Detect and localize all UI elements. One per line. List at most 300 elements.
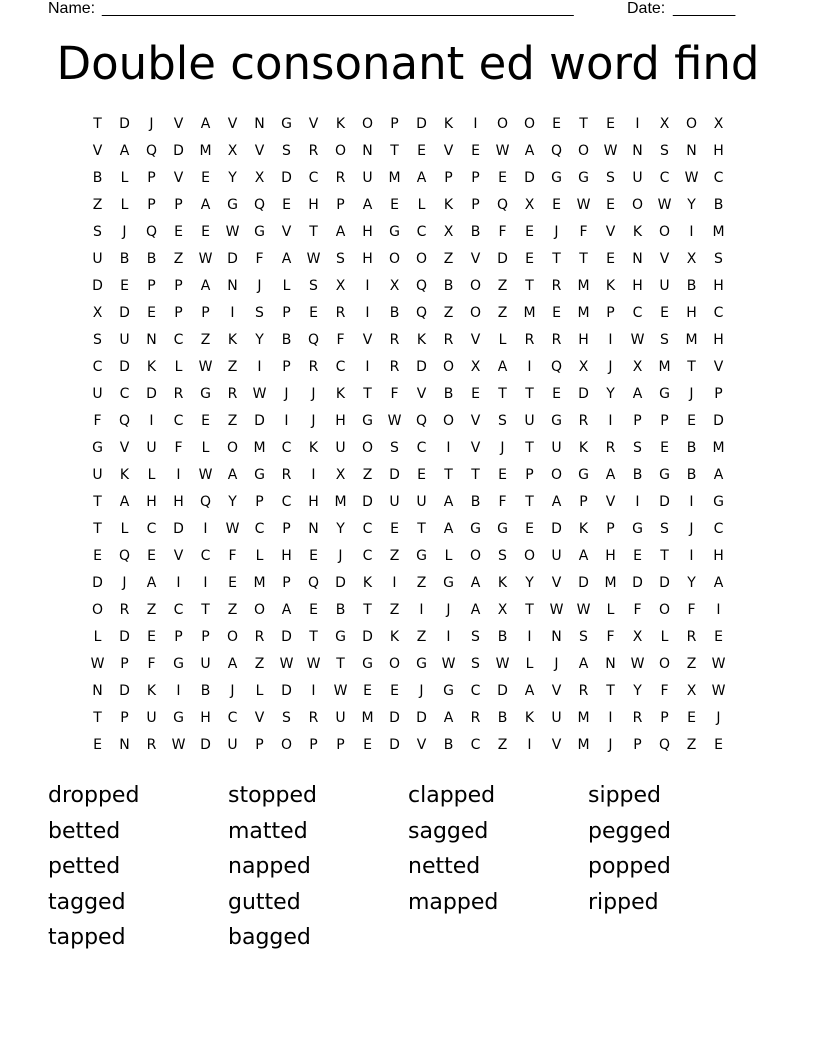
grid-letter[interactable]: O (685, 116, 698, 132)
grid-letter[interactable]: R (605, 440, 616, 456)
grid-letter[interactable]: T (93, 116, 102, 132)
grid-letter[interactable]: D (713, 413, 724, 429)
grid-letter[interactable]: C (146, 521, 157, 537)
grid-letter[interactable]: R (227, 386, 238, 402)
grid-letter[interactable]: A (146, 575, 157, 591)
grid-letter[interactable]: D (497, 683, 508, 699)
grid-letter[interactable]: Q (550, 359, 563, 375)
grid-letter[interactable]: D (146, 386, 157, 402)
grid-letter[interactable]: L (255, 548, 264, 564)
grid-letter[interactable]: T (579, 116, 588, 132)
grid-letter[interactable]: D (200, 737, 211, 753)
grid-letter[interactable]: D (578, 386, 589, 402)
grid-letter[interactable]: J (608, 359, 613, 375)
grid-letter[interactable]: A (497, 359, 508, 375)
grid-letter[interactable]: W (198, 251, 213, 267)
grid-letter[interactable]: D (119, 305, 130, 321)
grid-letter[interactable]: V (416, 737, 427, 753)
grid-letter[interactable]: A (281, 602, 292, 618)
grid-letter[interactable]: T (309, 224, 318, 240)
grid-letter[interactable]: E (390, 521, 399, 537)
grid-letter[interactable]: D (281, 683, 292, 699)
grid-letter[interactable]: Z (200, 332, 211, 348)
grid-letter[interactable]: C (335, 359, 346, 375)
grid-letter[interactable]: X (389, 278, 400, 294)
grid-letter[interactable]: I (311, 683, 316, 699)
grid-letter[interactable]: C (713, 521, 724, 537)
grid-letter[interactable]: W (279, 656, 294, 672)
grid-letter[interactable]: I (473, 116, 478, 132)
grid-letter[interactable]: V (470, 251, 481, 267)
grid-letter[interactable]: E (147, 548, 156, 564)
grid-letter[interactable]: I (149, 413, 154, 429)
grid-letter[interactable]: X (632, 629, 643, 645)
grid-letter[interactable]: E (363, 683, 372, 699)
grid-letter[interactable]: L (93, 629, 102, 645)
grid-letter[interactable]: F (633, 602, 642, 618)
grid-letter[interactable]: O (442, 359, 455, 375)
grid-letter[interactable]: W (90, 656, 105, 672)
grid-letter[interactable]: Y (633, 683, 642, 699)
grid-letter[interactable]: R (632, 710, 643, 726)
grid-letter[interactable]: C (416, 224, 427, 240)
grid-letter[interactable]: N (146, 332, 157, 348)
grid-letter[interactable]: K (578, 521, 589, 537)
grid-letter[interactable]: P (201, 305, 210, 321)
grid-letter[interactable]: K (389, 629, 400, 645)
grid-letter[interactable]: G (632, 521, 643, 537)
grid-letter[interactable]: U (335, 440, 346, 456)
grid-letter[interactable]: S (93, 224, 102, 240)
grid-letter[interactable]: R (578, 413, 589, 429)
grid-letter[interactable]: O (523, 116, 536, 132)
grid-letter[interactable]: K (308, 440, 319, 456)
grid-letter[interactable]: P (336, 197, 345, 213)
grid-letter[interactable]: G (173, 710, 184, 726)
grid-letter[interactable]: M (253, 440, 266, 456)
grid-letter[interactable]: H (605, 548, 616, 564)
grid-letter[interactable]: U (92, 386, 103, 402)
grid-letter[interactable]: D (389, 710, 400, 726)
grid-letter[interactable]: P (660, 710, 669, 726)
grid-letter[interactable]: K (416, 332, 427, 348)
grid-letter[interactable]: U (227, 737, 238, 753)
grid-letter[interactable]: O (253, 602, 266, 618)
grid-letter[interactable]: L (120, 170, 129, 186)
grid-letter[interactable]: P (660, 413, 669, 429)
grid-letter[interactable]: X (659, 116, 670, 132)
grid-letter[interactable]: Q (145, 224, 158, 240)
grid-letter[interactable]: T (363, 386, 372, 402)
grid-letter[interactable]: X (632, 359, 643, 375)
grid-letter[interactable]: J (716, 710, 721, 726)
grid-letter[interactable]: G (497, 521, 508, 537)
grid-letter[interactable]: V (92, 143, 103, 159)
grid-letter[interactable]: Y (228, 494, 237, 510)
grid-letter[interactable]: O (415, 251, 428, 267)
grid-letter[interactable]: W (441, 656, 456, 672)
grid-letter[interactable]: I (716, 602, 721, 618)
grid-letter[interactable]: D (659, 494, 670, 510)
grid-letter[interactable]: Z (497, 737, 508, 753)
grid-letter[interactable]: V (605, 494, 616, 510)
grid-letter[interactable]: Z (362, 467, 373, 483)
grid-letter[interactable]: A (443, 521, 454, 537)
grid-letter[interactable]: D (389, 737, 400, 753)
grid-letter[interactable]: R (335, 170, 346, 186)
grid-letter[interactable]: V (713, 359, 724, 375)
grid-letter[interactable]: E (201, 224, 210, 240)
grid-letter[interactable]: P (309, 737, 318, 753)
grid-letter[interactable]: I (203, 521, 208, 537)
grid-letter[interactable]: T (93, 521, 102, 537)
grid-letter[interactable]: Q (253, 197, 266, 213)
grid-letter[interactable]: R (470, 710, 481, 726)
grid-letter[interactable]: G (281, 116, 292, 132)
grid-letter[interactable]: P (147, 170, 156, 186)
grid-letter[interactable]: I (689, 224, 694, 240)
grid-letter[interactable]: C (470, 683, 481, 699)
grid-letter[interactable]: I (419, 602, 424, 618)
grid-letter[interactable]: A (551, 494, 562, 510)
grid-letter[interactable]: Z (254, 656, 265, 672)
grid-letter[interactable]: F (498, 224, 507, 240)
grid-letter[interactable]: S (309, 278, 318, 294)
grid-letter[interactable]: M (712, 440, 725, 456)
grid-letter[interactable]: B (281, 332, 292, 348)
grid-letter[interactable]: A (335, 224, 346, 240)
grid-letter[interactable]: K (335, 116, 346, 132)
grid-letter[interactable]: A (632, 386, 643, 402)
grid-letter[interactable]: Z (389, 602, 400, 618)
grid-letter[interactable]: U (551, 710, 562, 726)
grid-letter[interactable]: A (227, 656, 238, 672)
grid-letter[interactable]: R (281, 467, 292, 483)
grid-letter[interactable]: I (392, 575, 397, 591)
grid-letter[interactable]: G (92, 440, 103, 456)
grid-letter[interactable]: N (632, 251, 643, 267)
grid-letter[interactable]: O (91, 602, 104, 618)
grid-letter[interactable]: V (254, 710, 265, 726)
grid-letter[interactable]: I (635, 494, 640, 510)
grid-letter[interactable]: H (713, 548, 724, 564)
grid-letter[interactable]: D (119, 116, 130, 132)
grid-letter[interactable]: S (498, 413, 507, 429)
grid-letter[interactable]: P (471, 197, 480, 213)
grid-letter[interactable]: B (389, 305, 400, 321)
grid-letter[interactable]: R (308, 359, 319, 375)
grid-letter[interactable]: L (282, 278, 291, 294)
grid-letter[interactable]: B (443, 386, 454, 402)
grid-letter[interactable]: T (525, 602, 534, 618)
grid-letter[interactable]: Y (687, 575, 696, 591)
grid-letter[interactable]: U (119, 332, 130, 348)
grid-letter[interactable]: T (525, 278, 534, 294)
grid-letter[interactable]: G (389, 224, 400, 240)
grid-letter[interactable]: I (365, 305, 370, 321)
grid-letter[interactable]: E (525, 521, 534, 537)
grid-letter[interactable]: R (335, 305, 346, 321)
grid-letter[interactable]: J (311, 386, 316, 402)
grid-letter[interactable]: R (551, 332, 562, 348)
grid-letter[interactable]: B (335, 602, 346, 618)
grid-letter[interactable]: U (146, 710, 157, 726)
grid-letter[interactable]: R (578, 683, 589, 699)
grid-letter[interactable]: W (225, 224, 240, 240)
grid-letter[interactable]: U (92, 251, 103, 267)
grid-letter[interactable]: I (635, 116, 640, 132)
grid-letter[interactable]: O (226, 629, 239, 645)
grid-letter[interactable]: U (335, 710, 346, 726)
grid-letter[interactable]: U (551, 440, 562, 456)
grid-letter[interactable]: D (92, 278, 103, 294)
grid-letter[interactable]: X (470, 359, 481, 375)
grid-letter[interactable]: Q (307, 575, 320, 591)
grid-letter[interactable]: O (550, 467, 563, 483)
grid-letter[interactable]: L (660, 629, 669, 645)
grid-letter[interactable]: R (443, 332, 454, 348)
name-blank-line[interactable]: _____________________________________________________ (102, 0, 574, 17)
grid-letter[interactable]: G (551, 413, 562, 429)
grid-letter[interactable]: I (365, 359, 370, 375)
grid-letter[interactable]: A (443, 494, 454, 510)
grid-letter[interactable]: V (551, 575, 562, 591)
grid-letter[interactable]: P (633, 737, 642, 753)
grid-letter[interactable]: G (443, 683, 454, 699)
grid-letter[interactable]: O (469, 548, 482, 564)
grid-letter[interactable]: E (525, 251, 534, 267)
grid-letter[interactable]: R (146, 737, 157, 753)
grid-letter[interactable]: I (527, 359, 532, 375)
grid-letter[interactable]: C (362, 548, 373, 564)
grid-letter[interactable]: P (174, 629, 183, 645)
grid-letter[interactable]: F (147, 656, 156, 672)
grid-letter[interactable]: M (577, 305, 590, 321)
grid-letter[interactable]: S (660, 521, 669, 537)
grid-letter[interactable]: H (578, 332, 589, 348)
grid-letter[interactable]: W (306, 251, 321, 267)
grid-letter[interactable]: Q (415, 305, 428, 321)
grid-letter[interactable]: E (606, 251, 615, 267)
grid-letter[interactable]: O (280, 737, 293, 753)
grid-letter[interactable]: W (198, 467, 213, 483)
grid-letter[interactable]: J (311, 413, 316, 429)
grid-letter[interactable]: Z (173, 251, 184, 267)
grid-letter[interactable]: I (176, 467, 181, 483)
grid-letter[interactable]: P (174, 197, 183, 213)
grid-letter[interactable]: W (630, 656, 645, 672)
grid-letter[interactable]: T (525, 386, 534, 402)
grid-letter[interactable]: C (173, 413, 184, 429)
grid-letter[interactable]: E (633, 548, 642, 564)
grid-letter[interactable]: K (605, 278, 616, 294)
grid-letter[interactable]: A (578, 548, 589, 564)
grid-letter[interactable]: P (282, 521, 291, 537)
grid-letter[interactable]: L (417, 197, 426, 213)
grid-letter[interactable]: D (173, 521, 184, 537)
grid-letter[interactable]: D (632, 575, 643, 591)
grid-letter[interactable]: A (524, 683, 535, 699)
grid-letter[interactable]: L (498, 332, 507, 348)
grid-letter[interactable]: A (470, 602, 481, 618)
grid-letter[interactable]: I (284, 413, 289, 429)
grid-letter[interactable]: D (119, 629, 130, 645)
grid-letter[interactable]: S (660, 143, 669, 159)
grid-letter[interactable]: A (524, 143, 535, 159)
grid-letter[interactable]: P (174, 305, 183, 321)
grid-letter[interactable]: F (390, 386, 399, 402)
grid-letter[interactable]: J (230, 683, 235, 699)
grid-letter[interactable]: C (92, 359, 103, 375)
grid-letter[interactable]: C (659, 170, 670, 186)
grid-letter[interactable]: V (605, 224, 616, 240)
grid-letter[interactable]: X (524, 197, 535, 213)
grid-letter[interactable]: Q (145, 143, 158, 159)
grid-letter[interactable]: E (660, 440, 669, 456)
grid-letter[interactable]: P (336, 737, 345, 753)
grid-letter[interactable]: U (92, 467, 103, 483)
grid-letter[interactable]: N (92, 683, 103, 699)
grid-letter[interactable]: G (713, 494, 724, 510)
grid-letter[interactable]: K (146, 359, 157, 375)
grid-letter[interactable]: C (281, 440, 292, 456)
grid-letter[interactable]: W (333, 683, 348, 699)
grid-letter[interactable]: L (444, 548, 453, 564)
grid-letter[interactable]: M (658, 359, 671, 375)
grid-letter[interactable]: L (120, 197, 129, 213)
grid-letter[interactable]: K (443, 116, 454, 132)
grid-letter[interactable]: Q (118, 413, 131, 429)
grid-letter[interactable]: H (308, 494, 319, 510)
grid-letter[interactable]: P (444, 170, 453, 186)
grid-letter[interactable]: X (713, 116, 724, 132)
grid-letter[interactable]: E (606, 116, 615, 132)
grid-letter[interactable]: V (254, 143, 265, 159)
grid-letter[interactable]: O (361, 440, 374, 456)
grid-letter[interactable]: B (497, 710, 508, 726)
grid-letter[interactable]: A (713, 467, 724, 483)
grid-letter[interactable]: W (576, 602, 591, 618)
grid-letter[interactable]: A (605, 467, 616, 483)
grid-letter[interactable]: R (389, 359, 400, 375)
grid-letter[interactable]: N (362, 143, 373, 159)
grid-letter[interactable]: T (93, 494, 102, 510)
grid-letter[interactable]: F (606, 629, 615, 645)
grid-letter[interactable]: E (228, 575, 237, 591)
grid-letter[interactable]: I (446, 629, 451, 645)
grid-letter[interactable]: O (388, 251, 401, 267)
grid-letter[interactable]: O (523, 548, 536, 564)
grid-letter[interactable]: V (470, 332, 481, 348)
grid-letter[interactable]: M (388, 170, 401, 186)
grid-letter[interactable]: P (525, 467, 534, 483)
grid-letter[interactable]: S (282, 143, 291, 159)
grid-letter[interactable]: F (579, 224, 588, 240)
grid-letter[interactable]: T (390, 143, 399, 159)
grid-letter[interactable]: X (227, 143, 238, 159)
grid-letter[interactable]: E (660, 305, 669, 321)
grid-letter[interactable]: P (606, 305, 615, 321)
grid-letter[interactable]: K (335, 386, 346, 402)
grid-letter[interactable]: R (389, 332, 400, 348)
grid-letter[interactable]: H (308, 197, 319, 213)
grid-letter[interactable]: M (712, 224, 725, 240)
grid-letter[interactable]: D (335, 575, 346, 591)
grid-letter[interactable]: Y (228, 170, 237, 186)
grid-letter[interactable]: I (176, 683, 181, 699)
grid-letter[interactable]: M (577, 278, 590, 294)
grid-letter[interactable]: I (365, 278, 370, 294)
grid-letter[interactable]: P (120, 710, 129, 726)
grid-letter[interactable]: C (227, 710, 238, 726)
grid-letter[interactable]: B (686, 278, 697, 294)
grid-letter[interactable]: E (390, 197, 399, 213)
grid-letter[interactable]: G (470, 521, 481, 537)
grid-letter[interactable]: J (500, 440, 505, 456)
grid-letter[interactable]: G (416, 548, 427, 564)
grid-letter[interactable]: T (417, 521, 426, 537)
grid-letter[interactable]: E (282, 197, 291, 213)
grid-letter[interactable]: V (551, 737, 562, 753)
grid-letter[interactable]: F (498, 494, 507, 510)
grid-letter[interactable]: Z (416, 629, 427, 645)
grid-letter[interactable]: T (471, 467, 480, 483)
grid-letter[interactable]: E (390, 683, 399, 699)
grid-letter[interactable]: A (470, 575, 481, 591)
grid-letter[interactable]: V (119, 440, 130, 456)
grid-letter[interactable]: R (524, 332, 535, 348)
grid-letter[interactable]: J (608, 737, 613, 753)
grid-letter[interactable]: F (255, 251, 264, 267)
grid-letter[interactable]: I (608, 413, 613, 429)
grid-letter[interactable]: W (252, 386, 267, 402)
grid-letter[interactable]: U (524, 413, 535, 429)
grid-letter[interactable]: P (201, 629, 210, 645)
grid-letter[interactable]: P (471, 170, 480, 186)
grid-letter[interactable]: W (225, 521, 240, 537)
grid-letter[interactable]: D (362, 629, 373, 645)
grid-letter[interactable]: O (658, 602, 671, 618)
grid-letter[interactable]: D (416, 116, 427, 132)
grid-letter[interactable]: B (713, 197, 724, 213)
grid-letter[interactable]: B (443, 278, 454, 294)
grid-letter[interactable]: R (254, 629, 265, 645)
grid-letter[interactable]: S (471, 629, 480, 645)
grid-letter[interactable]: G (362, 413, 373, 429)
grid-letter[interactable]: P (633, 413, 642, 429)
grid-letter[interactable]: D (119, 359, 130, 375)
grid-letter[interactable]: S (390, 440, 399, 456)
grid-letter[interactable]: W (198, 359, 213, 375)
grid-letter[interactable]: E (687, 413, 696, 429)
grid-letter[interactable]: Z (146, 602, 157, 618)
grid-letter[interactable]: E (201, 170, 210, 186)
grid-letter[interactable]: K (497, 575, 508, 591)
grid-letter[interactable]: G (416, 656, 427, 672)
grid-letter[interactable]: A (443, 710, 454, 726)
grid-letter[interactable]: Z (227, 602, 238, 618)
grid-letter[interactable]: L (525, 656, 534, 672)
grid-letter[interactable]: J (419, 683, 424, 699)
grid-letter[interactable]: G (173, 656, 184, 672)
grid-letter[interactable]: D (281, 170, 292, 186)
grid-letter[interactable]: J (284, 386, 289, 402)
grid-letter[interactable]: L (606, 602, 615, 618)
grid-letter[interactable]: Z (686, 737, 697, 753)
grid-letter[interactable]: J (338, 548, 343, 564)
grid-letter[interactable]: E (120, 278, 129, 294)
grid-letter[interactable]: J (446, 602, 451, 618)
